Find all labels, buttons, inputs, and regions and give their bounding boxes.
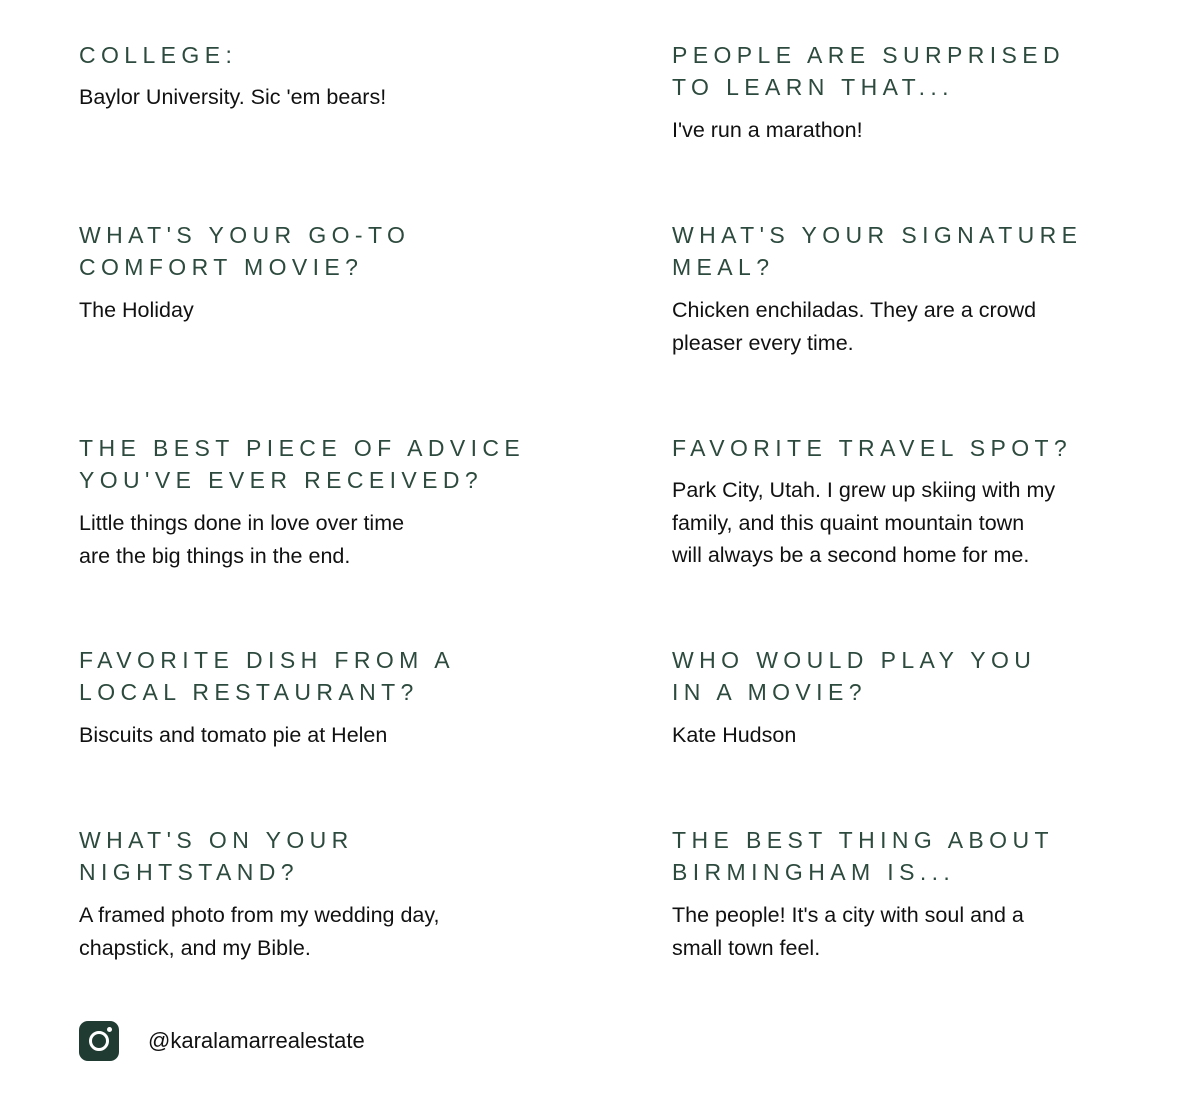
question-signature-meal xyxy=(672,219,1112,283)
answer-birmingham xyxy=(672,899,1112,964)
question-line: FAVORITE DISH FROM A xyxy=(79,647,455,673)
answer-movie-actor: Kate Hudson xyxy=(672,723,797,747)
question-line: COMFORT MOVIE? xyxy=(79,254,364,280)
answer-line: Little things done in love over time xyxy=(79,511,405,535)
qa-item-comfort-movie xyxy=(79,219,672,327)
answer-signature-meal xyxy=(672,294,1112,359)
answer-line: pleaser every time. xyxy=(672,330,854,355)
qa-item-signature-meal xyxy=(672,219,1112,359)
question-comfort-movie xyxy=(79,219,672,283)
question-line: WHAT'S ON YOUR xyxy=(79,827,354,853)
qa-item-local-dish xyxy=(79,644,672,752)
instagram-handle[interactable]: @karalamarrealestate xyxy=(148,1028,365,1053)
question-birmingham xyxy=(672,824,1112,888)
qa-row xyxy=(79,219,1139,432)
answer-line: family, and this quaint mountain town xyxy=(672,510,1025,535)
qa-grid xyxy=(79,39,1139,984)
answer-line: The people! It's a city with soul and a xyxy=(672,903,1024,927)
instagram-lens xyxy=(89,1031,109,1051)
question-line: IN A MOVIE? xyxy=(672,679,867,705)
answer-best-advice xyxy=(79,507,672,572)
answer-line: small town feel. xyxy=(672,935,821,960)
instagram-icon[interactable] xyxy=(79,1021,119,1061)
question-line: WHO WOULD PLAY YOU xyxy=(672,647,1037,673)
answer-line: Chicken enchiladas. They are a crowd xyxy=(672,298,1037,322)
qa-item-birmingham xyxy=(672,824,1112,964)
question-line: THE BEST THING ABOUT xyxy=(672,827,1054,853)
question-line: FAVORITE TRAVEL SPOT? xyxy=(672,435,1073,461)
answer-surprised: I've run a marathon! xyxy=(672,118,863,142)
qa-item-best-advice xyxy=(79,432,672,572)
answer-line: are the big things in the end. xyxy=(79,543,351,568)
question-surprised xyxy=(672,39,1112,103)
answer-travel-spot xyxy=(672,474,1112,572)
question-line: YOU'VE EVER RECEIVED? xyxy=(79,467,484,493)
question-nightstand xyxy=(79,824,672,888)
question-line: THE BEST PIECE OF ADVICE xyxy=(79,435,526,461)
answer-line: A framed photo from my wedding day, xyxy=(79,903,440,927)
question-local-dish xyxy=(79,644,672,708)
question-line: PEOPLE ARE SURPRISED xyxy=(672,42,1066,68)
answer-line: chapstick, and my Bible. xyxy=(79,935,311,960)
question-line: COLLEGE: xyxy=(79,42,238,68)
qa-item-movie-actor xyxy=(672,644,1112,752)
answer-line: will always be a second home for me. xyxy=(672,543,1030,567)
question-line: WHAT'S YOUR SIGNATURE xyxy=(672,222,1083,248)
question-line: WHAT'S YOUR GO-TO xyxy=(79,222,411,248)
qa-row xyxy=(79,432,1139,644)
question-line: BIRMINGHAM IS... xyxy=(672,859,956,885)
qa-item-travel-spot xyxy=(672,432,1112,572)
question-travel-spot xyxy=(672,432,1112,464)
qa-item-surprised xyxy=(672,39,1112,147)
answer-college: Baylor University. Sic 'em bears! xyxy=(79,85,387,109)
qa-row xyxy=(79,824,1139,984)
question-college xyxy=(79,39,672,71)
qa-row xyxy=(79,39,1139,219)
qa-item-college xyxy=(79,39,672,114)
qa-row xyxy=(79,644,1139,824)
question-line: MEAL? xyxy=(672,254,775,280)
answer-local-dish: Biscuits and tomato pie at Helen xyxy=(79,723,388,747)
question-movie-actor xyxy=(672,644,1112,708)
answer-line: Park City, Utah. I grew up skiing with my xyxy=(672,478,1056,502)
question-best-advice xyxy=(79,432,672,496)
qa-item-nightstand xyxy=(79,824,672,964)
answer-nightstand xyxy=(79,899,672,964)
social-footer xyxy=(79,1021,365,1061)
question-line: LOCAL RESTAURANT? xyxy=(79,679,419,705)
instagram-flash xyxy=(107,1027,112,1032)
answer-comfort-movie: The Holiday xyxy=(79,298,194,322)
question-line: TO LEARN THAT... xyxy=(672,74,954,100)
question-line: NIGHTSTAND? xyxy=(79,859,299,885)
